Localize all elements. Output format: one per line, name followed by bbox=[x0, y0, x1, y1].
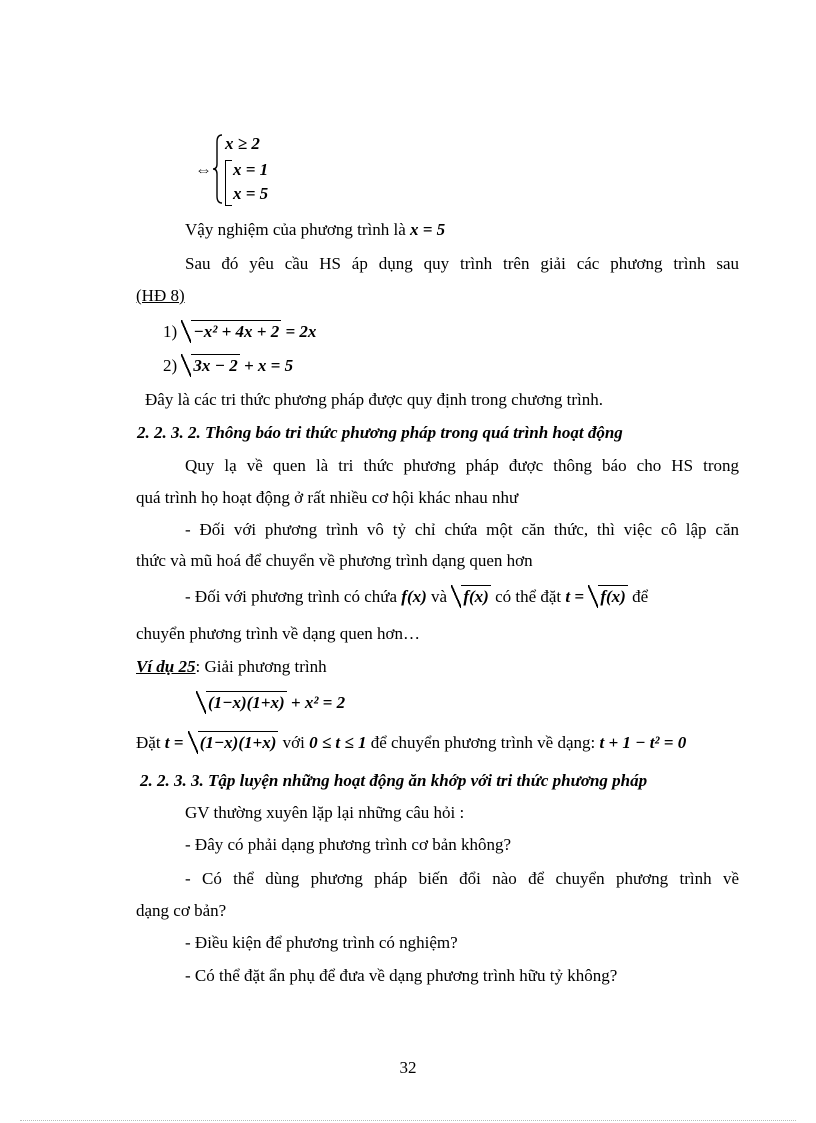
section-heading: 2. 2. 3. 3. Tập luyện những hoạt động ăn khớp với tri thức phương pháp bbox=[140, 771, 648, 790]
equivalence-arrow: ⇔ bbox=[195, 160, 212, 179]
exercise-1 bbox=[163, 320, 316, 343]
example-line bbox=[136, 656, 327, 678]
paragraph-line: GV thường xuyên lặp lại những câu hỏi : bbox=[185, 803, 465, 822]
paragraph-line: quá trình họ hoạt động ở rất nhiều cơ hội khác nhau như bbox=[136, 488, 519, 507]
example-text: : Giải phương trình bbox=[195, 657, 327, 676]
paragraph-line bbox=[185, 585, 648, 608]
equation-rest: + x² = 2 bbox=[286, 693, 346, 712]
math-range: 0 ≤ t ≤ 1 bbox=[309, 733, 367, 752]
system-row-1: x ≥ 2 bbox=[225, 134, 260, 153]
paragraph-line: Quy lạ về quen là tri thức phương pháp được thông báo cho HS trong bbox=[185, 456, 739, 475]
text-run: để bbox=[627, 587, 649, 606]
substitution-line bbox=[136, 731, 686, 754]
radicand: (1−x)(1+x) bbox=[208, 693, 285, 712]
radicand: (1−x)(1+x) bbox=[199, 733, 277, 752]
exercise-2 bbox=[163, 354, 293, 377]
question-line: - Đây có phải dạng phương trình cơ bản không? bbox=[185, 835, 512, 854]
text-run: Đặt bbox=[136, 733, 165, 752]
paragraph-line: Đây là các tri thức phương pháp được quy định trong chương trình. bbox=[145, 390, 604, 409]
system-row-2: x = 1 bbox=[233, 160, 269, 179]
question-line: - Có thể đặt ẩn phụ để đưa về dạng phương trình hữu tỷ không? bbox=[185, 966, 618, 985]
math-t: t = bbox=[164, 733, 188, 752]
sqrt-icon bbox=[188, 731, 279, 754]
radicand: −x² + 4x + 2 bbox=[193, 322, 280, 341]
solution-text: Vậy nghiệm của phương trình là bbox=[185, 220, 410, 239]
exercise-number: 2) bbox=[163, 356, 178, 375]
equation-rest: + x = 5 bbox=[239, 356, 294, 375]
question-line: dạng cơ bản? bbox=[136, 901, 227, 920]
sqrt-icon bbox=[588, 585, 627, 608]
footer-divider bbox=[20, 1120, 796, 1121]
question-line: - Có thể dùng phương pháp biến đổi nào để chuyển phương trình về bbox=[185, 869, 739, 888]
activity-ref: (HĐ 8) bbox=[136, 286, 185, 305]
exercise-number: 1) bbox=[163, 322, 178, 341]
question-line: - Điều kiện để phương trình có nghiệm? bbox=[185, 933, 458, 952]
paragraph-line: chuyển phương trình về dạng quen hơn… bbox=[136, 624, 421, 643]
example-equation bbox=[196, 691, 345, 714]
sqrt-icon bbox=[181, 320, 281, 343]
paragraph-line: - Đối với phương trình vô tỷ chỉ chứa một căn thức, thì việc cô lập căn bbox=[185, 520, 739, 539]
curly-brace-icon bbox=[213, 134, 223, 204]
sqrt-icon bbox=[181, 354, 239, 377]
square-bracket-icon bbox=[225, 160, 232, 206]
section-heading: 2. 2. 3. 2. Thông báo tri thức phương pháp trong quá trình hoạt động bbox=[137, 423, 623, 442]
page-number: 32 bbox=[399, 1058, 417, 1077]
math-fx: f(x) bbox=[401, 587, 427, 606]
radicand: f(x) bbox=[600, 587, 626, 606]
example-label: Ví dụ 25 bbox=[136, 657, 196, 676]
text-run: với bbox=[278, 733, 310, 752]
sqrt-icon bbox=[451, 585, 490, 608]
text-run: và bbox=[426, 587, 452, 606]
paragraph-line: Sau đó yêu cầu HS áp dụng quy trình trên giải các phương trình sau bbox=[185, 254, 739, 273]
text-run: để chuyển phương trình về dạng: bbox=[366, 733, 600, 752]
solution-math: x = 5 bbox=[409, 220, 446, 239]
solution-line bbox=[185, 219, 445, 241]
radicand: f(x) bbox=[463, 587, 489, 606]
equation-system bbox=[195, 132, 285, 207]
system-row-3: x = 5 bbox=[233, 184, 269, 203]
math-t: t = bbox=[565, 587, 589, 606]
sqrt-icon bbox=[196, 691, 287, 714]
equation-rest: = 2x bbox=[281, 322, 317, 341]
text-run: có thể đặt bbox=[490, 587, 566, 606]
radicand: 3x − 2 bbox=[193, 356, 238, 375]
paragraph-line: thức và mũ hoá để chuyển về phương trình dạng quen hơn bbox=[136, 551, 533, 570]
math-equation: t + 1 − t² = 0 bbox=[599, 733, 687, 752]
text-run: - Đối với phương trình có chứa bbox=[185, 587, 402, 606]
